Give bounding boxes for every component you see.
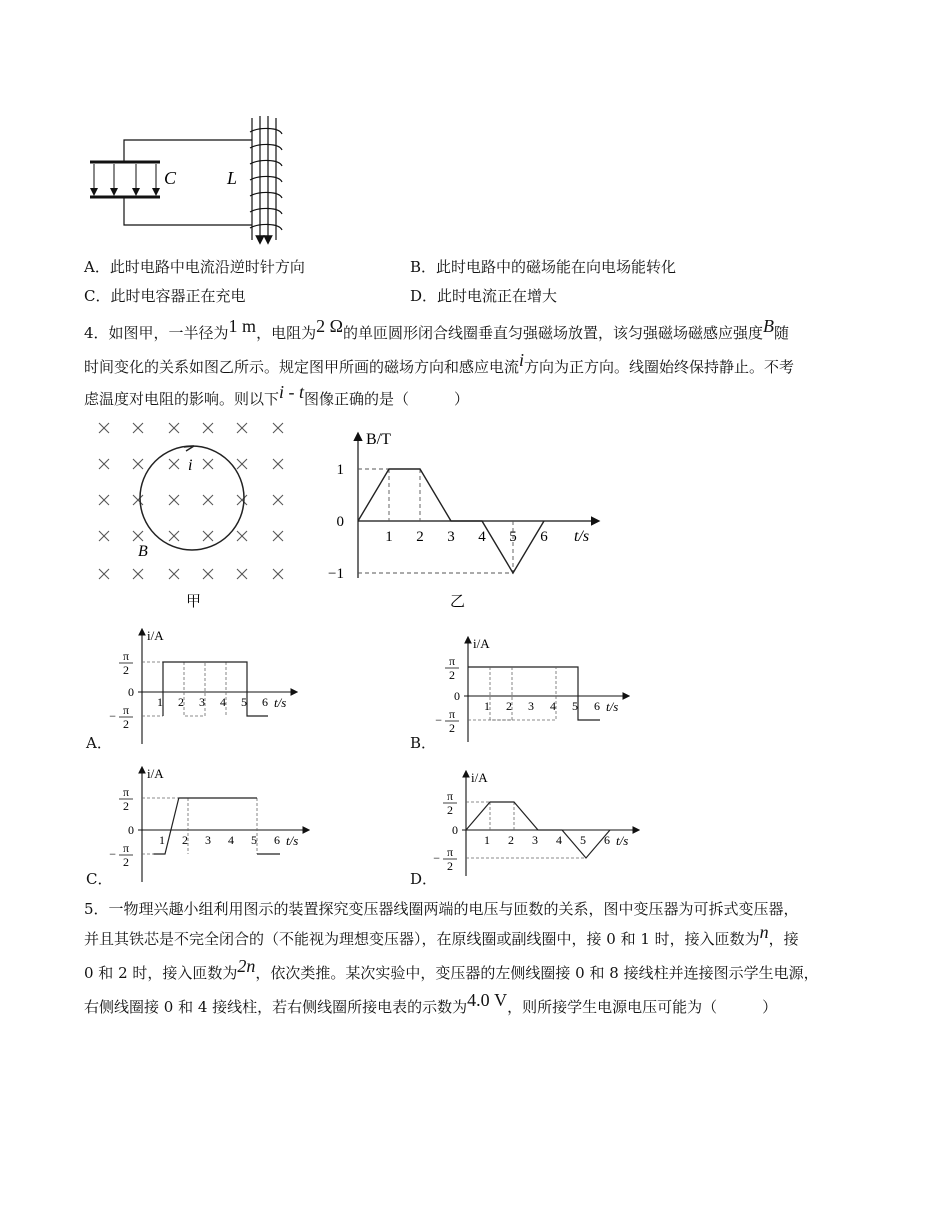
x-tick-label: 1 xyxy=(484,833,490,847)
svg-text:2: 2 xyxy=(449,721,455,735)
x-tick-label: 3 xyxy=(199,695,205,709)
field-cross-mark xyxy=(99,531,109,541)
svg-text:π: π xyxy=(448,707,456,721)
svg-text:−: − xyxy=(435,713,442,727)
pi-over-2-label xyxy=(119,785,133,813)
field-cross-mark xyxy=(133,423,143,433)
field-cross-mark xyxy=(169,569,179,579)
field-cross-mark xyxy=(169,423,179,433)
x-tick-label: 6 xyxy=(604,833,610,847)
svg-text:2: 2 xyxy=(123,663,129,677)
x-axis-label: t/s xyxy=(274,695,287,710)
field-cross-mark xyxy=(203,531,213,541)
x-tick-label: 2 xyxy=(506,699,512,713)
field-cross-mark xyxy=(203,459,213,469)
inductor-label: L xyxy=(227,168,238,188)
svg-text:2: 2 xyxy=(123,717,129,731)
option-b-graph[interactable] xyxy=(436,634,636,746)
x-axis-label: t/s xyxy=(286,833,299,848)
svg-text:−: − xyxy=(109,847,116,861)
svg-text:−: − xyxy=(433,851,440,865)
x-tick-label: 3 xyxy=(205,833,211,847)
q4-option-d-label[interactable]: D． xyxy=(410,870,438,888)
svg-text:π: π xyxy=(122,841,130,855)
svg-text:π: π xyxy=(122,785,130,799)
current-direction-arrow xyxy=(184,446,194,451)
y-axis-label: B/T xyxy=(366,431,391,448)
x-tick-label: 3 xyxy=(532,833,538,847)
svg-text:2: 2 xyxy=(123,799,129,813)
field-cross-mark xyxy=(273,531,283,541)
current-label: i xyxy=(188,457,193,474)
option-d-graph[interactable] xyxy=(433,768,636,880)
field-cross-mark xyxy=(169,531,179,541)
caption-yi: 乙 xyxy=(450,594,466,610)
q5-line-1: 5．一物理兴趣小组利用图示的装置探究变压器线圈两端的电压与匝数的关系，图中变压器为可拆式变压器， xyxy=(84,900,799,918)
field-cross-mark xyxy=(237,495,247,505)
x-tick-label: 6 xyxy=(540,529,548,545)
x-axis-label: t/s xyxy=(574,528,590,545)
field-cross-mark xyxy=(99,423,109,433)
x-tick-label: 1 xyxy=(159,833,165,847)
lc-circuit-figure xyxy=(84,112,304,247)
field-cross-mark xyxy=(203,495,213,505)
pi-over-2-label xyxy=(435,707,459,735)
x-tick-label: 4 xyxy=(556,833,562,847)
zero-label: 0 xyxy=(452,823,458,837)
field-cross-mark xyxy=(133,459,143,469)
x-tick-label: 5 xyxy=(251,833,257,847)
x-tick-label: 3 xyxy=(447,529,455,545)
y-axis-label: i/A xyxy=(147,766,164,781)
y-tick-label: 1 xyxy=(336,462,344,478)
x-tick-label: 2 xyxy=(178,695,184,709)
y-axis-label: i/A xyxy=(473,636,490,651)
svg-text:π: π xyxy=(448,654,456,668)
q3-option-c[interactable]: C．此时电容器正在充电 xyxy=(84,287,246,305)
x-tick-label: 3 xyxy=(528,699,534,713)
x-tick-label: 5 xyxy=(572,699,578,713)
x-tick-label: 5 xyxy=(509,529,517,545)
x-tick-label: 4 xyxy=(220,695,226,709)
field-cross-mark xyxy=(273,495,283,505)
field-cross-mark xyxy=(237,423,247,433)
figure-yi-bt-chart xyxy=(330,428,610,613)
q3-option-b[interactable]: B．此时电路中的磁场能在向电场能转化 xyxy=(410,258,677,276)
field-cross-mark xyxy=(169,495,179,505)
field-cross-mark xyxy=(133,531,143,541)
field-cross-mark xyxy=(237,459,247,469)
q5-line-2: 并且其铁芯是不完全闭合的（不能视为理想变压器），在原线圈或副线圈中，接 0 和 1 时，接入匝数为n，接 xyxy=(84,922,799,948)
caption-jia: 甲 xyxy=(186,594,202,610)
svg-text:π: π xyxy=(446,845,454,859)
x-tick-label: 4 xyxy=(228,833,234,847)
q5-line-3: 0 和 2 时，接入匝数为2n，依次类推。某次实验中，变压器的左侧线圈接 0 和 8 接线柱并连接图示学生电源， xyxy=(84,956,819,982)
x-tick-label: 6 xyxy=(274,833,280,847)
x-tick-label: 5 xyxy=(580,833,586,847)
y-axis-label: i/A xyxy=(147,628,164,643)
svg-text:−: − xyxy=(109,709,116,723)
svg-text:π: π xyxy=(122,703,130,717)
field-cross-mark xyxy=(133,569,143,579)
q3-option-a[interactable]: A．此时电路中电流沿逆时针方向 xyxy=(84,258,305,276)
field-cross-mark xyxy=(99,459,109,469)
x-tick-label: 5 xyxy=(241,695,247,709)
q4-line-2: 时间变化的关系如图乙所示。规定图甲所画的磁场方向和感应电流i方向为正方向。线圈始终保持静止。不考 xyxy=(84,350,795,376)
x-tick-label: 1 xyxy=(157,695,163,709)
y-tick-label: 0 xyxy=(336,514,344,530)
q5-line-4: 右侧线圈接 0 和 4 接线柱，若右侧线圈所接电表的示数为4.0 V，则所接学生电源电压可能为（ ） xyxy=(84,990,778,1016)
zero-label: 0 xyxy=(454,689,460,703)
x-tick-label: 6 xyxy=(594,699,600,713)
zero-label: 0 xyxy=(128,685,134,699)
option-c-graph[interactable] xyxy=(110,764,310,886)
field-label: B xyxy=(138,543,148,560)
svg-text:π: π xyxy=(122,649,130,663)
q4-line-1: 4．如图甲，一半径为1 m，电阻为2 Ω的单匝圆形闭合线圈垂直匀强磁场放置，该匀强磁场磁感应强度B随 xyxy=(84,316,789,342)
inductor-coil xyxy=(250,116,282,240)
x-axis-label: t/s xyxy=(616,833,629,848)
pi-over-2-label xyxy=(109,703,133,731)
x-tick-label: 2 xyxy=(182,833,188,847)
x-tick-label: 2 xyxy=(508,833,514,847)
pi-over-2-label xyxy=(433,845,457,873)
field-cross-mark xyxy=(169,459,179,469)
field-cross-mark xyxy=(99,495,109,505)
figure-jia xyxy=(88,418,298,618)
capacitor-label: C xyxy=(164,168,177,188)
x-tick-label: 1 xyxy=(484,699,490,713)
field-cross-mark xyxy=(203,423,213,433)
field-cross-mark xyxy=(99,569,109,579)
x-tick-label: 4 xyxy=(478,529,486,545)
q4-line-3: 虑温度对电阻的影响。则以下i - t图像正确的是（ ） xyxy=(84,382,470,408)
q4-option-a-label[interactable]: A． xyxy=(86,734,112,752)
x-tick-label: 6 xyxy=(262,695,268,709)
option-a-graph[interactable] xyxy=(110,626,310,748)
q4-option-b-label[interactable]: B． xyxy=(410,734,437,752)
y-tick-label: −1 xyxy=(328,566,344,582)
pi-over-2-label xyxy=(445,654,459,682)
field-cross-mark xyxy=(237,531,247,541)
svg-text:2: 2 xyxy=(449,668,455,682)
field-cross-mark xyxy=(237,569,247,579)
field-cross-mark xyxy=(203,569,213,579)
zero-label: 0 xyxy=(128,823,134,837)
svg-text:π: π xyxy=(446,789,454,803)
field-cross-mark xyxy=(273,459,283,469)
y-axis-label: i/A xyxy=(471,770,488,785)
field-cross-mark xyxy=(133,495,143,505)
x-tick-label: 2 xyxy=(416,529,424,545)
pi-over-2-label xyxy=(119,649,133,677)
pi-over-2-label xyxy=(443,789,457,817)
q3-option-d[interactable]: D．此时电流正在增大 xyxy=(410,287,558,305)
pi-over-2-label xyxy=(109,841,133,869)
field-cross-mark xyxy=(273,423,283,433)
svg-text:2: 2 xyxy=(447,859,453,873)
svg-text:2: 2 xyxy=(447,803,453,817)
q4-option-c-label[interactable]: C． xyxy=(86,870,113,888)
x-axis-label: t/s xyxy=(606,699,619,714)
field-cross-mark xyxy=(273,569,283,579)
x-tick-label: 4 xyxy=(550,699,556,713)
svg-text:2: 2 xyxy=(123,855,129,869)
x-tick-label: 1 xyxy=(385,529,393,545)
